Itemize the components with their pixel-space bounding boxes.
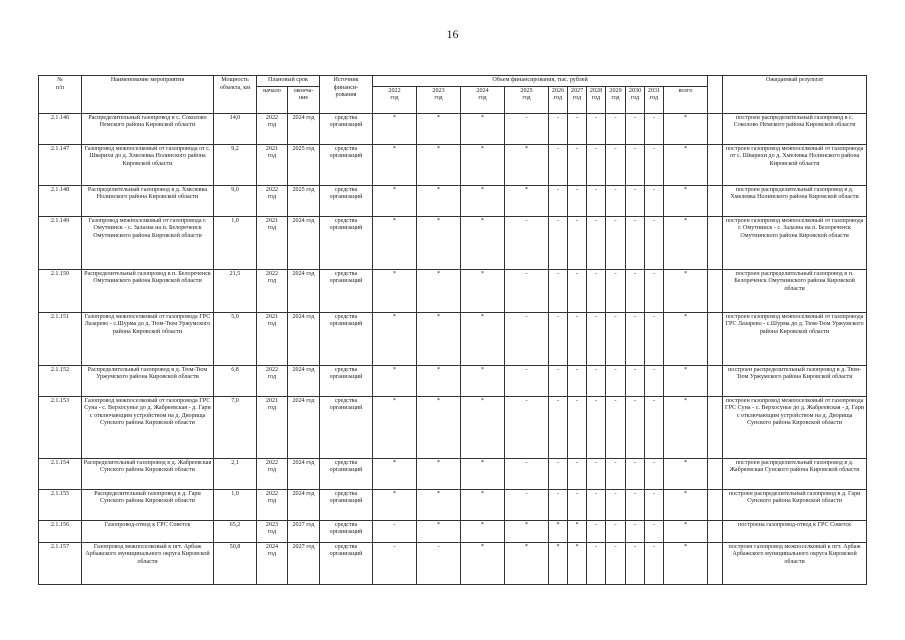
funding-year-value: - [645, 489, 664, 520]
funding-year-value: * [417, 113, 461, 144]
funding-year-value: * [373, 458, 417, 489]
spacer [708, 216, 723, 269]
spacer [708, 312, 723, 365]
funding-year-value: * [549, 520, 568, 542]
funding-source: средства организаций [320, 396, 373, 458]
term-end: 2027 год [288, 542, 320, 584]
year-header: 2029 год [606, 86, 626, 113]
funding-total: * [664, 312, 708, 365]
funding-year-value: - [626, 396, 645, 458]
term-end: 2024 год [288, 458, 320, 489]
funding-year-value: * [461, 185, 505, 216]
funding-year-value: - [645, 365, 664, 396]
spacer [708, 458, 723, 489]
col-num-header: № п/п [39, 76, 82, 114]
funding-year-value: - [606, 520, 626, 542]
funding-year-value: * [505, 144, 549, 185]
funding-total: * [664, 520, 708, 542]
funding-year-value: - [568, 489, 587, 520]
activity-name: Распределительный газопровод в д. Хмелевка Нолинского района Кировской области [82, 185, 214, 216]
funding-year-value: - [568, 396, 587, 458]
spacer [708, 269, 723, 312]
spacer [708, 396, 723, 458]
funding-year-value: - [645, 113, 664, 144]
activity-name: Распределительный газопровод в д. Гари Сунского района Кировской области [82, 489, 214, 520]
funding-year-value: - [568, 458, 587, 489]
funding-year-value: - [606, 489, 626, 520]
funding-source: средства организаций [320, 312, 373, 365]
row-number: 2.1.150 [39, 269, 82, 312]
funding-source: средства организаций [320, 520, 373, 542]
capacity-value: 6,8 [214, 365, 257, 396]
funding-year-value: - [587, 185, 606, 216]
year-header: 2022 год [373, 86, 417, 113]
activity-name: Газопровод межпоселковый от газопровода от с. Шварихи до д. Хмелевка Нолинского района Кировской области [82, 144, 214, 185]
funding-year-value: - [606, 312, 626, 365]
funding-year-value: - [549, 365, 568, 396]
funding-year-value: - [626, 365, 645, 396]
spacer [708, 520, 723, 542]
funding-year-value: - [626, 269, 645, 312]
row-number: 2.1.149 [39, 216, 82, 269]
term-end: 2024 год [288, 365, 320, 396]
funding-source: средства организаций [320, 216, 373, 269]
term-start: 2022 год [257, 365, 288, 396]
funding-source: средства организаций [320, 269, 373, 312]
funding-year-value: - [549, 269, 568, 312]
funding-year-value: - [549, 113, 568, 144]
term-start: 2022 год [257, 489, 288, 520]
expected-result: построен газопровод межпоселковый от газопровода ГРС Лазарево - с.Шурма до д. Тюм-Тюм Уржумского района Кировской области [723, 312, 867, 365]
funding-year-value: - [587, 312, 606, 365]
funding-year-value: - [626, 520, 645, 542]
funding-year-value: - [373, 542, 417, 584]
table-row [39, 269, 867, 312]
table-row [39, 185, 867, 216]
term-end: 2027 год [288, 520, 320, 542]
funding-year-value: - [626, 185, 645, 216]
plan-table [38, 75, 867, 585]
funding-year-value: * [373, 216, 417, 269]
funding-year-value: - [606, 269, 626, 312]
funding-year-value: * [373, 312, 417, 365]
funding-year-value: * [461, 520, 505, 542]
funding-year-value: * [373, 113, 417, 144]
funding-total: * [664, 458, 708, 489]
funding-year-value: * [373, 365, 417, 396]
expected-result: построена газопровод-отвод к ГРС Советск [723, 520, 867, 542]
term-start: 2021 год [257, 312, 288, 365]
funding-year-value: - [587, 520, 606, 542]
funding-year-value: - [568, 365, 587, 396]
funding-year-value: - [417, 542, 461, 584]
row-number: 2.1.153 [39, 396, 82, 458]
funding-total: * [664, 144, 708, 185]
funding-year-value: * [505, 520, 549, 542]
funding-year-value: - [549, 144, 568, 185]
col-term-header: Плановый срок [257, 76, 320, 87]
funding-total: * [664, 216, 708, 269]
table-row [39, 312, 867, 365]
funding-year-value: - [568, 216, 587, 269]
funding-year-value: * [505, 185, 549, 216]
capacity-value: 1,0 [214, 489, 257, 520]
term-start: 2022 год [257, 269, 288, 312]
row-number: 2.1.148 [39, 185, 82, 216]
funding-year-value: * [549, 542, 568, 584]
term-end: 2024 год [288, 269, 320, 312]
activity-name: Газопровод межпоселковый от газопровода ГРС Суна - с. Верхосунье до д. Жабреевская - д. Гари с отключающим устройством на д. Дворища Сунского района Кировской области [82, 396, 214, 458]
funding-year-value: - [626, 216, 645, 269]
funding-year-value: - [606, 396, 626, 458]
total-header: всего [664, 86, 708, 113]
funding-year-value: * [461, 458, 505, 489]
funding-total: * [664, 396, 708, 458]
funding-year-value: - [587, 458, 606, 489]
funding-year-value: * [417, 458, 461, 489]
funding-year-value: * [373, 489, 417, 520]
row-number: 2.1.156 [39, 520, 82, 542]
spacer [708, 113, 723, 144]
table-row [39, 520, 867, 542]
expected-result: построен распределительный газопровод в с. Соколово Немского района Кировской области [723, 113, 867, 144]
funding-year-value: - [587, 144, 606, 185]
term-end: 2024 год [288, 489, 320, 520]
funding-year-value: - [587, 269, 606, 312]
row-number: 2.1.152 [39, 365, 82, 396]
term-end: 2024 год [288, 396, 320, 458]
term-start: 2021 год [257, 396, 288, 458]
capacity-value: 50,8 [214, 542, 257, 584]
col-capacity-header: Мощность объекта, км [214, 76, 257, 114]
table-row [39, 489, 867, 520]
activity-name: Распределительный газопровод в д. Жабреевская Сунского района Кировской области [82, 458, 214, 489]
funding-year-value: * [417, 185, 461, 216]
capacity-value: 2,1 [214, 458, 257, 489]
funding-year-value: - [587, 365, 606, 396]
expected-result: построен распределительный газопровод в п. Белореченск Омутнинского района Кировской области [723, 269, 867, 312]
capacity-value: 65,2 [214, 520, 257, 542]
funding-year-value: - [645, 396, 664, 458]
term-start: 2022 год [257, 113, 288, 144]
expected-result: построен распределительный газопровод в д. Тюм-Тюм Уржумского района Кировской области [723, 365, 867, 396]
funding-year-value: * [505, 542, 549, 584]
term-end: 2024 год [288, 113, 320, 144]
year-header: 2025 год [505, 86, 549, 113]
col-end-header: оконча- ние [288, 86, 320, 113]
funding-total: * [664, 489, 708, 520]
funding-year-value: - [505, 365, 549, 396]
funding-year-value: * [461, 113, 505, 144]
funding-year-value: * [461, 365, 505, 396]
row-number: 2.1.155 [39, 489, 82, 520]
page-number: 16 [446, 27, 459, 41]
funding-year-value: - [645, 312, 664, 365]
funding-year-value: - [549, 185, 568, 216]
funding-year-value: - [645, 269, 664, 312]
capacity-value: 21,5 [214, 269, 257, 312]
funding-year-value: - [606, 113, 626, 144]
funding-year-value: - [568, 312, 587, 365]
funding-year-value: - [645, 185, 664, 216]
year-header: 2028 год [587, 86, 606, 113]
funding-year-value: * [417, 520, 461, 542]
col-source-header: Источник финанси- рования [320, 76, 373, 114]
funding-year-value: - [626, 113, 645, 144]
year-header: 2031 год [645, 86, 664, 113]
funding-source: средства организаций [320, 365, 373, 396]
funding-year-value: - [587, 216, 606, 269]
table-row [39, 216, 867, 269]
col-start-header: начало [257, 86, 288, 113]
table-row [39, 144, 867, 185]
funding-year-value: - [568, 269, 587, 312]
row-number: 2.1.157 [39, 542, 82, 584]
col-funding-header: Объем финансирования, тыс. рублей [373, 76, 708, 87]
funding-year-value: * [568, 520, 587, 542]
funding-total: * [664, 269, 708, 312]
funding-year-value: * [373, 144, 417, 185]
funding-total: * [664, 185, 708, 216]
funding-year-value: - [587, 542, 606, 584]
funding-year-value: * [417, 216, 461, 269]
term-end: 2024 год [288, 216, 320, 269]
term-start: 2024 год [257, 542, 288, 584]
funding-year-value: * [417, 144, 461, 185]
table-row [39, 542, 867, 584]
funding-year-value: - [645, 144, 664, 185]
funding-year-value: - [626, 489, 645, 520]
funding-year-value: - [505, 489, 549, 520]
funding-year-value: * [461, 144, 505, 185]
capacity-value: 5,0 [214, 312, 257, 365]
year-header: 2026 год [549, 86, 568, 113]
funding-year-value: - [606, 185, 626, 216]
funding-year-value: * [461, 312, 505, 365]
funding-year-value: - [645, 458, 664, 489]
funding-year-value: * [461, 489, 505, 520]
funding-year-value: - [568, 113, 587, 144]
funding-source: средства организаций [320, 458, 373, 489]
expected-result: построен распределительный газопровод в д. Жабреевская Сунского района Кировской области [723, 458, 867, 489]
funding-year-value: * [461, 216, 505, 269]
funding-year-value: * [373, 269, 417, 312]
year-header: 2024 год [461, 86, 505, 113]
funding-year-value: - [505, 269, 549, 312]
activity-name: Распределительный газопровод в с. Соколово Немского района Кировской области [82, 113, 214, 144]
row-number: 2.1.151 [39, 312, 82, 365]
funding-year-value: - [645, 216, 664, 269]
term-start: 2021 год [257, 144, 288, 185]
funding-year-value: - [587, 396, 606, 458]
expected-result: построен газопровод межпоселковый от газопровода от с. Шварихи до д. Хмелевка Нолинского района Кировской области [723, 144, 867, 185]
funding-year-value: * [461, 542, 505, 584]
funding-year-value: * [461, 396, 505, 458]
funding-year-value: * [417, 365, 461, 396]
funding-year-value: - [606, 144, 626, 185]
spacer [708, 185, 723, 216]
capacity-value: 7,0 [214, 396, 257, 458]
header-row-1 [39, 76, 867, 87]
funding-year-value: - [505, 458, 549, 489]
funding-year-value: - [549, 312, 568, 365]
term-end: 2025 год [288, 185, 320, 216]
term-start: 2023 год [257, 520, 288, 542]
spacer [708, 144, 723, 185]
funding-source: средства организаций [320, 185, 373, 216]
term-start: 2022 год [257, 185, 288, 216]
term-start: 2021 год [257, 216, 288, 269]
funding-year-value: - [549, 216, 568, 269]
year-header: 2030 год [626, 86, 645, 113]
term-end: 2024 год [288, 312, 320, 365]
funding-total: * [664, 113, 708, 144]
row-number: 2.1.146 [39, 113, 82, 144]
funding-year-value: - [505, 216, 549, 269]
funding-total: * [664, 365, 708, 396]
funding-source: средства организаций [320, 144, 373, 185]
expected-result: построен газопровод межпоселковый к пгт. Арбаж Арбажского муниципального округа Кировской области [723, 542, 867, 584]
funding-year-value: - [645, 520, 664, 542]
capacity-value: 9,0 [214, 185, 257, 216]
funding-year-value: - [626, 144, 645, 185]
funding-year-value: - [606, 216, 626, 269]
funding-year-value: - [549, 489, 568, 520]
funding-year-value: - [549, 458, 568, 489]
table-row [39, 365, 867, 396]
funding-year-value: * [417, 489, 461, 520]
funding-year-value: - [587, 489, 606, 520]
col-result-header: Ожидаемый результат [723, 76, 867, 114]
table-row [39, 458, 867, 489]
expected-result: построен распределительный газопровод в д. Хмелевка Нолинского района Кировской области [723, 185, 867, 216]
capacity-value: 14,0 [214, 113, 257, 144]
expected-result: построен газопровод межпоселковый от газопровода г. Омутнинск - с. Залазна на п. Белореченск Омутнинского района Кировской области [723, 216, 867, 269]
activity-name: Газопровод межпоселковый от газопровода г. Омутнинск - с. Залазна на п. Белореченск Омутнинского района Кировской области [82, 216, 214, 269]
activity-name: Распределительный газопровод в д. Тюм-Тюм Уржумского района Кировской области [82, 365, 214, 396]
col-name-header: Наименование мероприятия [82, 76, 214, 114]
funding-source: средства организаций [320, 542, 373, 584]
spacer [708, 365, 723, 396]
funding-year-value: * [373, 185, 417, 216]
funding-year-value: - [606, 542, 626, 584]
activity-name: Газопровод межпоселковый к пгт. Арбаж Арбажского муниципального округа Кировской области [82, 542, 214, 584]
capacity-value: 1,0 [214, 216, 257, 269]
funding-year-value: - [606, 458, 626, 489]
term-end: 2025 год [288, 144, 320, 185]
funding-year-value: * [461, 269, 505, 312]
funding-year-value: - [626, 312, 645, 365]
expected-result: построен распределительный газопровод в д. Гари Сунского района Кировской области [723, 489, 867, 520]
year-header: 2027 год [568, 86, 587, 113]
expected-result: построен газопровод межпоселковый от газопровода ГРС Суна - с. Верхосунье до д. Жабреевская - д. Гари с отключающим устройством на д. Дворища Сунского района Кировской области [723, 396, 867, 458]
funding-source: средства организаций [320, 489, 373, 520]
funding-year-value: - [505, 312, 549, 365]
spacer [708, 542, 723, 584]
funding-year-value: * [417, 396, 461, 458]
funding-year-value: - [568, 144, 587, 185]
funding-year-value: - [505, 396, 549, 458]
year-header: 2023 год [417, 86, 461, 113]
spacer [708, 489, 723, 520]
row-number: 2.1.154 [39, 458, 82, 489]
funding-total: * [664, 542, 708, 584]
funding-year-value: - [505, 113, 549, 144]
activity-name: Распределительный газопровод в п. Белореченск Омутнинского района Кировской области [82, 269, 214, 312]
activity-name: Газопровод межпоселковый от газопровода ГРС Лазарево - с.Шурма до д. Тюм-Тюм Уржумского района Кировской области [82, 312, 214, 365]
row-number: 2.1.147 [39, 144, 82, 185]
funding-year-value: - [373, 520, 417, 542]
funding-source: средства организаций [320, 113, 373, 144]
term-start: 2022 год [257, 458, 288, 489]
table-row [39, 396, 867, 458]
funding-year-value: - [549, 396, 568, 458]
funding-year-value: * [373, 396, 417, 458]
funding-year-value: - [626, 458, 645, 489]
funding-year-value: * [417, 269, 461, 312]
funding-year-value: - [645, 542, 664, 584]
table-row [39, 113, 867, 144]
funding-year-value: - [568, 185, 587, 216]
funding-year-value: - [587, 113, 606, 144]
activity-name: Газопровод-отвод к ГРС Советск [82, 520, 214, 542]
capacity-value: 9,2 [214, 144, 257, 185]
funding-year-value: - [606, 365, 626, 396]
funding-year-value: - [626, 542, 645, 584]
funding-year-value: * [568, 542, 587, 584]
funding-year-value: * [417, 312, 461, 365]
spacer [708, 76, 723, 114]
